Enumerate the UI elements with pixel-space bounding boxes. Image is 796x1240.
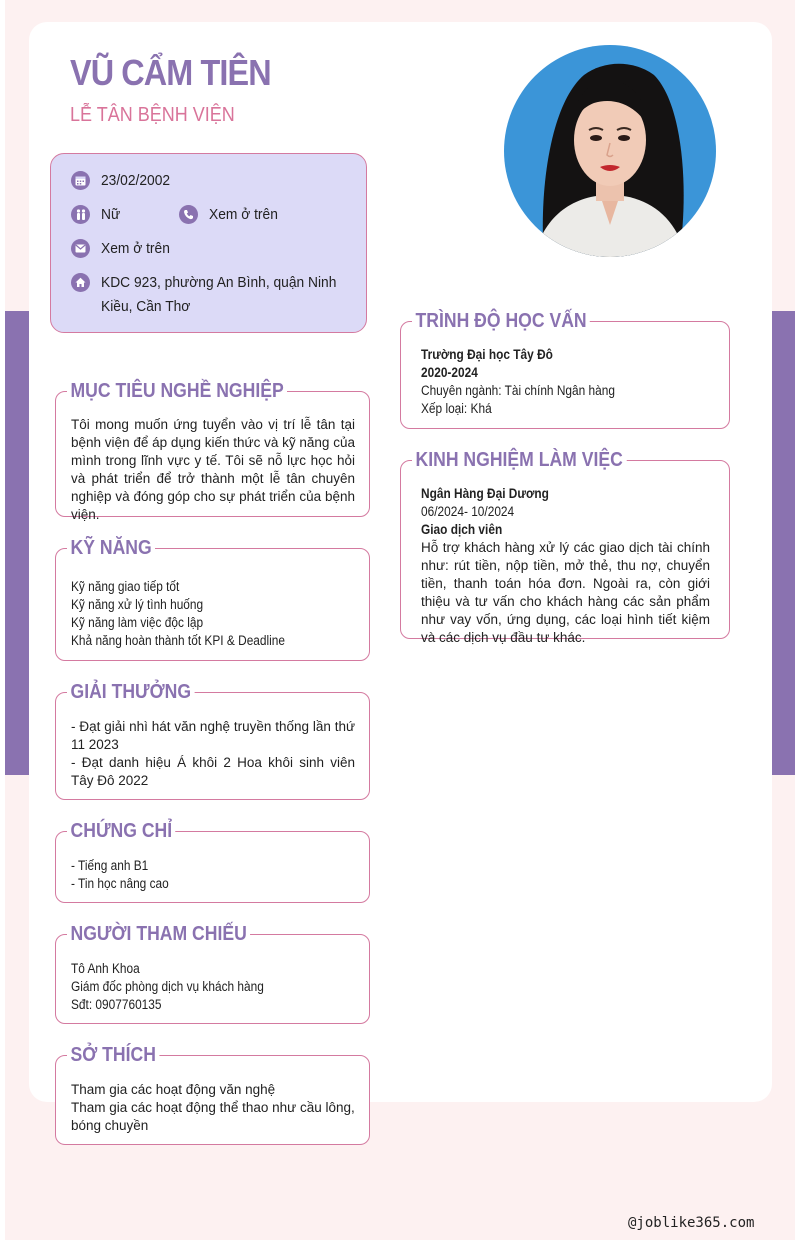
education-major: Chuyên ngành: Tài chính Ngân hàng [421, 383, 615, 398]
right-accent-band [772, 311, 795, 775]
objective-text: Tôi mong muốn ứng tuyển vào vị trí lễ tân tại bệnh viện để áp dụng kiến thức và kỹ năng của mình trong lĩnh vực y tế. Tôi sẽ nỗ lực học hỏi và phát triển để trở thành một lễ tân chuyên nghiệp và đóng góp cho sự phát triển của bệnh viện. [71, 417, 355, 522]
skills-list [71, 578, 361, 650]
awards-list [71, 718, 355, 790]
objective-section [55, 380, 370, 522]
address-text [101, 271, 336, 319]
job-title: LỄ TÂN BỆNH VIỆN [70, 104, 235, 126]
skill-item: Kỹ năng giao tiếp tốt [71, 579, 180, 594]
hobby-item: Tham gia các hoạt động thể thao như cầu lông, bóng chuyền [71, 1100, 355, 1133]
phone-icon [179, 205, 198, 224]
address-row [71, 273, 357, 319]
skills-title: KỸ NĂNG [67, 536, 155, 560]
education-section [400, 310, 730, 429]
watermark-text: @joblike365.com [628, 1215, 755, 1231]
candidate-name: VŨ CẨM TIÊN [70, 52, 271, 93]
reference-phone: Sđt: 0907760135 [71, 997, 162, 1012]
certificates-section [55, 820, 370, 903]
certificate-item: - Tin học nâng cao [71, 876, 169, 891]
profile-photo [504, 45, 716, 257]
company-name: Ngân Hàng Đại Dương [421, 486, 549, 501]
address-line-2: Kiều, Cần Thơ [101, 298, 191, 315]
birthday-text: 23/02/2002 [101, 172, 171, 189]
phone-text: Xem ở trên [209, 206, 278, 223]
experience-period: 06/2024- 10/2024 [421, 504, 515, 519]
experience-section [400, 449, 730, 645]
hobby-item: Tham gia các hoạt động văn nghệ [71, 1082, 276, 1097]
reference-name: Tô Anh Khoa [71, 961, 140, 976]
education-grade: Xếp loại: Khá [421, 401, 492, 416]
skill-item: Kỹ năng làm việc độc lập [71, 615, 204, 630]
objective-title: MỤC TIÊU NGHỀ NGHIỆP [67, 379, 287, 403]
certificate-item: - Tiếng anh B1 [71, 858, 149, 873]
award-item: - Đạt danh hiệu Á khôi 2 Hoa khôi sinh viên Tây Đô 2022 [71, 755, 355, 788]
awards-title: GIẢI THƯỞNG [67, 680, 195, 704]
skills-section [55, 537, 370, 661]
email-row [71, 239, 176, 261]
envelope-icon [71, 239, 90, 258]
calendar-icon [71, 171, 90, 190]
education-title: TRÌNH ĐỘ HỌC VẤN [412, 309, 590, 333]
certificates-list [71, 857, 361, 893]
hobbies-title: SỞ THÍCH [67, 1043, 159, 1067]
awards-section [55, 681, 370, 800]
email-text: Xem ở trên [101, 240, 170, 257]
certificates-title: CHỨNG CHỈ [67, 819, 176, 843]
home-icon [71, 273, 90, 292]
experience-title: KINH NGHIỆM LÀM VIỆC [412, 448, 626, 472]
skill-item: Kỹ năng xử lý tình huống [71, 597, 204, 612]
hobbies-section [55, 1044, 370, 1145]
experience-role: Giao dịch viên [421, 522, 503, 537]
phone-row [179, 205, 284, 227]
gender-icon [71, 205, 90, 224]
reference-details [71, 960, 361, 1014]
references-title: NGƯỜI THAM CHIẾU [67, 922, 250, 946]
skill-item: Khả năng hoàn thành tốt KPI & Deadline [71, 633, 286, 648]
gender-row [71, 205, 122, 227]
education-years: 2020-2024 [421, 365, 478, 380]
award-item: - Đạt giải nhì hát văn nghệ truyền thống lần thứ 11 2023 [71, 719, 355, 752]
education-details [421, 346, 721, 418]
experience-description: Hỗ trợ khách hàng xử lý các giao dịch tài chính như: rút tiền, nộp tiền, mở thẻ, thu nợ, chuyển tiền, thanh toán hóa đơn. Ngoài ra, còn giới thiệu và tư vấn cho khách hàng các sản phẩm như vay vốn, ứng dụng, các loại hình tiết kiệm và các dịch vụ đầu tư khác. [421, 540, 710, 645]
references-section [55, 923, 370, 1024]
school-name: Trường Đại học Tây Đô [421, 347, 553, 362]
left-accent-band [5, 311, 29, 775]
experience-details [421, 485, 710, 647]
address-line-1: KDC 923, phường An Bình, quận Ninh [101, 274, 337, 291]
birthday-row [71, 171, 176, 193]
hobbies-list [71, 1081, 355, 1135]
reference-position: Giám đốc phòng dịch vụ khách hàng [71, 979, 264, 994]
gender-text: Nữ [101, 206, 121, 223]
